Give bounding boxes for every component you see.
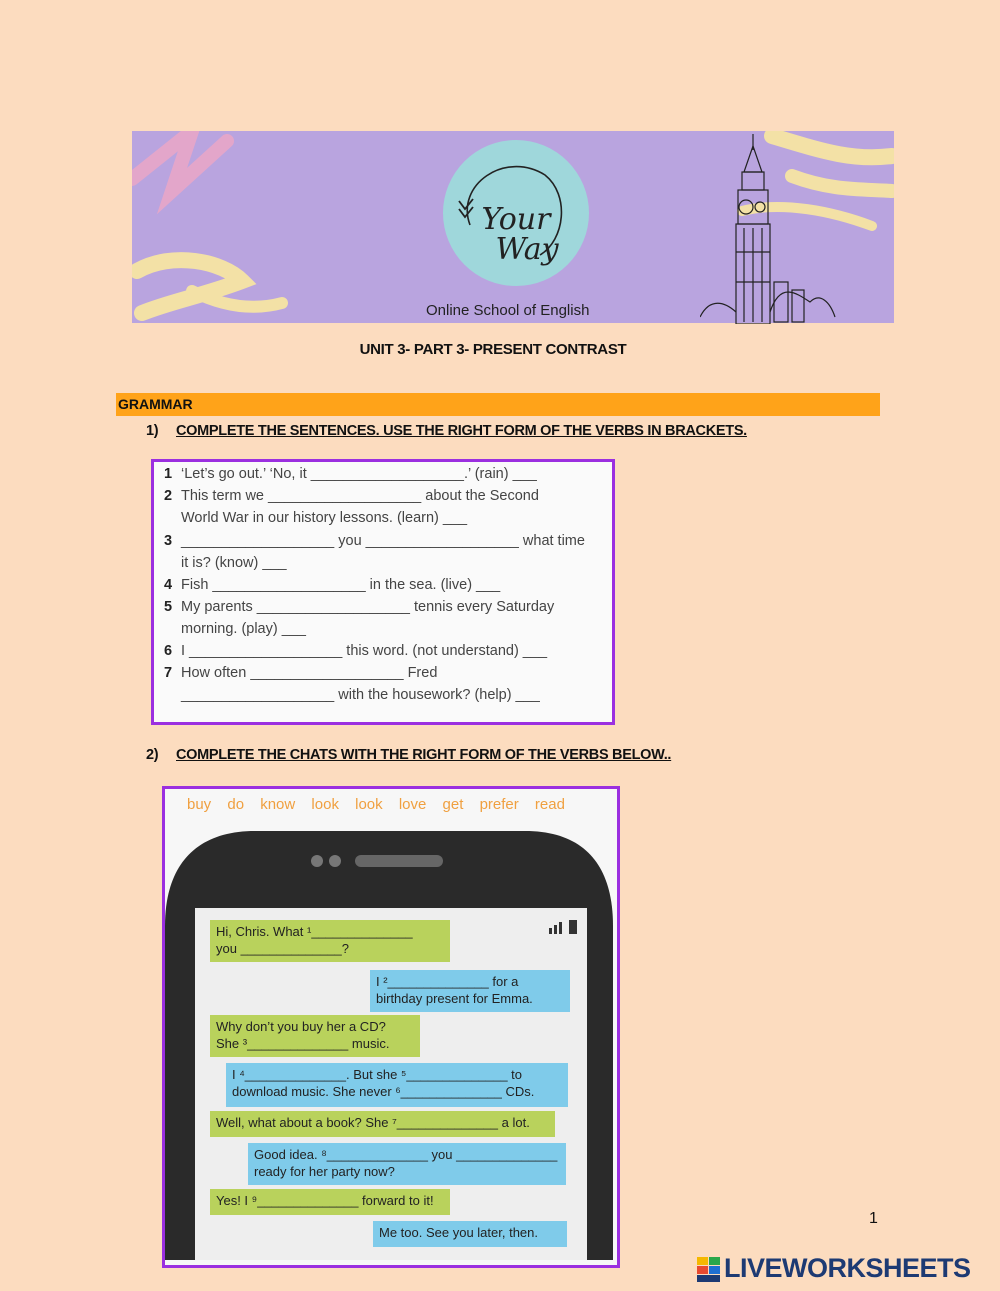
verb-word: get bbox=[442, 796, 464, 813]
item-text: Fish ___________________ in the sea. (live) ___ bbox=[181, 577, 501, 593]
chat-bubble-left bbox=[210, 1015, 420, 1057]
chat-line: She ³______________ music. bbox=[216, 1036, 390, 1051]
item-text-continued: ___________________ with the housework? (help) ___ bbox=[181, 687, 540, 703]
logo-line-1: Your bbox=[481, 202, 551, 237]
instruction-text: COMPLETE THE CHATS WITH THE RIGHT FORM OF THE VERBS BELOW.. bbox=[176, 747, 672, 763]
page-number: 1 bbox=[869, 1210, 878, 1227]
verb-word: look bbox=[311, 796, 339, 813]
verb-word: love bbox=[398, 796, 427, 813]
verb-bank bbox=[187, 796, 577, 813]
chat-line: Why don’t you buy her a CD? bbox=[216, 1019, 386, 1034]
chat-bubble-right bbox=[248, 1143, 566, 1185]
chat-bubble-left bbox=[210, 920, 450, 962]
chat-bubble-right bbox=[373, 1221, 567, 1247]
instruction-text: COMPLETE THE SENTENCES. USE THE RIGHT FORM OF THE VERBS IN BRACKETS. bbox=[176, 423, 747, 439]
chat-line: ready for her party now? bbox=[254, 1164, 395, 1179]
verb-word: read bbox=[534, 796, 565, 813]
big-ben-tower-illustration bbox=[700, 132, 840, 324]
item-number: 5 bbox=[164, 599, 173, 615]
item-number: 3 bbox=[164, 533, 173, 549]
banner-subtitle: Online School of English bbox=[426, 302, 590, 319]
liveworksheets-logo-icon bbox=[697, 1254, 723, 1286]
item-number: 7 bbox=[164, 665, 173, 681]
section-bar bbox=[116, 393, 880, 416]
chat-line: Good idea. ⁸______________ you ______________ bbox=[254, 1147, 558, 1162]
item-text: This term we ___________________ about the Second bbox=[181, 488, 539, 504]
section-label: GRAMMAR bbox=[118, 396, 193, 412]
verb-word: look bbox=[355, 796, 383, 813]
chat-line: Hi, Chris. What ¹______________ bbox=[216, 924, 413, 939]
chat-line: birthday present for Emma. bbox=[376, 991, 533, 1006]
chat-line: download music. She never ⁶______________ CDs. bbox=[232, 1084, 535, 1099]
verb-word: buy bbox=[187, 796, 212, 813]
item-number: 6 bbox=[164, 643, 173, 659]
item-text-continued: World War in our history lessons. (learn) ___ bbox=[181, 510, 468, 526]
verb-word: do bbox=[227, 796, 245, 813]
chat-bubble-left bbox=[210, 1189, 450, 1215]
item-text: My parents ___________________ tennis every Saturday bbox=[181, 599, 555, 615]
chat-line: you ______________? bbox=[216, 941, 350, 956]
logo-wordmark bbox=[456, 202, 576, 267]
item-text: ___________________ you ___________________ what time bbox=[181, 533, 585, 549]
chat-bubble-right bbox=[370, 970, 570, 1012]
item-text: I ___________________ this word. (not understand) ___ bbox=[181, 643, 548, 659]
item-number: 2 bbox=[164, 488, 173, 504]
chat-bubble-right bbox=[226, 1063, 568, 1107]
verb-word: prefer bbox=[479, 796, 519, 813]
item-text: How often ___________________ Fred bbox=[181, 665, 438, 681]
chat-bubble-left bbox=[210, 1111, 555, 1137]
logo-line-2: Way bbox=[495, 232, 559, 267]
item-text: ‘Let’s go out.’ ‘No, it ___________________.’ (rain) ___ bbox=[181, 466, 537, 482]
footer-brand[interactable]: LIVEWORKSHEETS bbox=[724, 1253, 971, 1283]
item-text-continued: morning. (play) ___ bbox=[181, 621, 306, 637]
exercise-number: 2) bbox=[146, 747, 159, 763]
page-title: UNIT 3- PART 3- PRESENT CONTRAST bbox=[359, 341, 627, 358]
chat-line: I ⁴______________. But she ⁵______________ to bbox=[232, 1067, 523, 1082]
chat-line: Yes! I ⁹______________ forward to it! bbox=[216, 1193, 434, 1208]
item-number: 1 bbox=[164, 466, 173, 482]
item-number: 4 bbox=[164, 577, 173, 593]
chat-line: Well, what about a book? She ⁷______________ a lot. bbox=[216, 1115, 530, 1130]
exercise-number: 1) bbox=[146, 423, 159, 439]
verb-word: know bbox=[260, 796, 296, 813]
item-text-continued: it is? (know) ___ bbox=[181, 555, 287, 571]
chat-line: Me too. See you later, then. bbox=[379, 1225, 538, 1240]
chat-line: I ²______________ for a bbox=[376, 974, 519, 989]
